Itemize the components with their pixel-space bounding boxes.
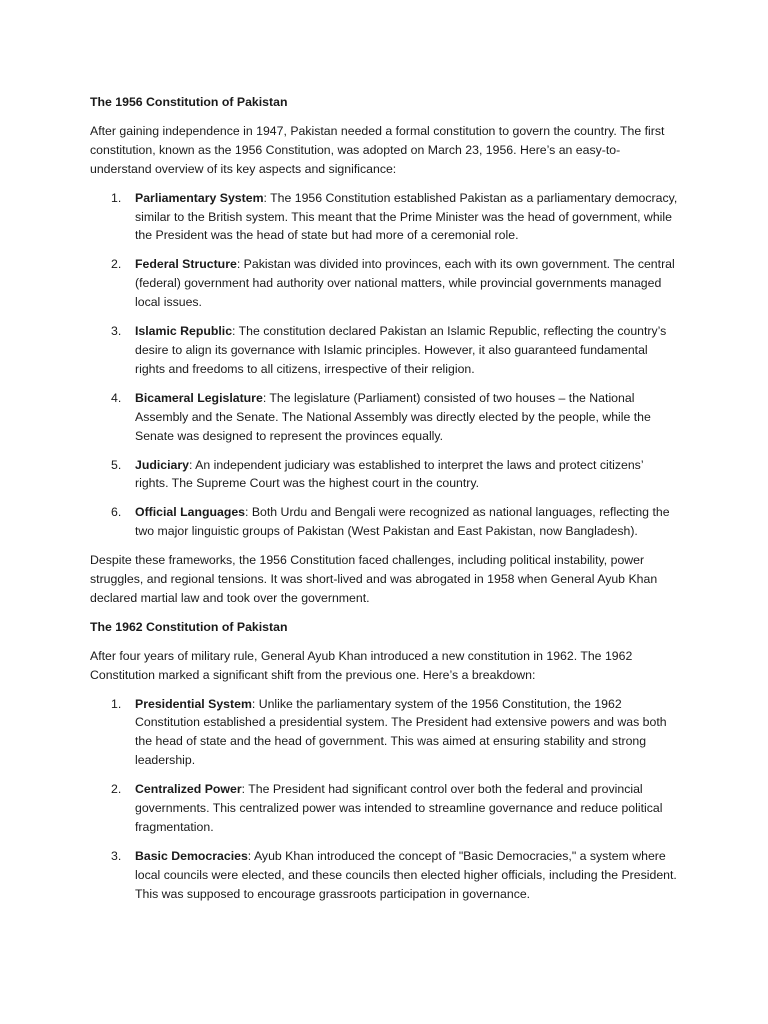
list-number: 1. (111, 696, 122, 711)
list-term: Centralized Power (135, 782, 242, 797)
section-1962-title: The 1962 Constitution of Pakistan (90, 619, 288, 634)
list-text: : Both Urdu and Bengali were recognized as national languages, reflecting the two major linguistic groups of Pakistan (West Pakistan and East Pakistan, now Bangladesh). (135, 505, 670, 539)
section-1956-intro: After gaining independence in 1947, Pakistan needed a formal constitution to govern the country. The first constitution, known as the 1956 Constitution, was adopted on March 23, 1956. Here’s an easy-to-understand overview of its key aspects and significance: (90, 123, 665, 176)
list-text: : Pakistan was divided into provinces, each with its own government. The central (federal) government had authority over national matters, while provincial governments managed local issues. (135, 257, 675, 310)
list-text: : Unlike the parliamentary system of the 1956 Constitution, the 1962 Constitution established a presidential system. The President had extensive powers and was both the head of state and the head of government. This was aimed at ensuring stability and strong leadership. (135, 696, 667, 768)
list-term: Presidential System (135, 696, 252, 711)
list-item (90, 456, 678, 494)
list-item (90, 189, 678, 246)
section-1956-conclusion: Despite these frameworks, the 1956 Constitution faced challenges, including political instability, power struggles, and regional tensions. It was short-lived and was abrogated in 1958 when General Ayub Khan declared martial law and took over the government. (90, 553, 658, 605)
list-text: : An independent judiciary was established to interpret the laws and protect citizens’ rights. The Supreme Court was the highest court in the country. (135, 457, 644, 491)
list-term: Parliamentary System (135, 190, 264, 205)
list-text: : The President had significant control over both the federal and provincial governments. This centralized power was intended to streamline governance and reduce political fragmentation. (135, 782, 663, 834)
list-item (90, 695, 678, 771)
list-number: 3. (111, 324, 122, 339)
list-term: Bicameral Legislature (135, 390, 263, 405)
list-term: Official Languages (135, 505, 246, 520)
list-number: 5. (111, 457, 122, 472)
section-1956-list (90, 189, 678, 542)
list-text: : Ayub Khan introduced the concept of "Basic Democracies," a system where local councils were elected, and these councils then elected higher officials, including the President. This was supposed to encourage grassroots participation in governance. (135, 848, 677, 901)
list-item (90, 503, 678, 541)
list-term: Judiciary (135, 457, 189, 472)
list-term: Basic Democracies (135, 848, 248, 863)
list-number: 2. (111, 257, 122, 272)
document-body (90, 93, 678, 914)
list-text: : The legislature (Parliament) consisted of two houses – the National Assembly and the Senate. The National Assembly was directly elected by the people, while the Senate was designed to represent the provinces equally. (135, 390, 651, 443)
section-1962-list (90, 695, 678, 904)
list-number: 2. (111, 782, 122, 797)
list-number: 1. (111, 190, 122, 205)
list-number: 6. (111, 505, 122, 520)
list-number: 3. (111, 848, 122, 863)
list-item (90, 847, 678, 904)
section-1962-intro: After four years of military rule, General Ayub Khan introduced a new constitution in 1962. The 1962 Constitution marked a significant shift from the previous one. Here’s a breakdown: (90, 648, 633, 682)
list-term: Islamic Republic (135, 324, 233, 339)
list-text: : The 1956 Constitution established Pakistan as a parliamentary democracy, similar to the British system. This meant that the Prime Minister was the head of government, while the President was the head of state but had more of a ceremonial role. (135, 190, 678, 243)
list-item (90, 389, 678, 446)
list-text: : The constitution declared Pakistan an Islamic Republic, reflecting the country’s desire to align its governance with Islamic principles. However, it also guaranteed fundamental rights and freedoms to all citizens, irrespective of their religion. (135, 324, 667, 376)
list-term: Federal Structure (135, 257, 237, 272)
list-number: 4. (111, 390, 122, 405)
list-item (90, 255, 678, 312)
list-item (90, 780, 678, 837)
list-item (90, 322, 678, 379)
section-1956-title: The 1956 Constitution of Pakistan (90, 95, 288, 109)
